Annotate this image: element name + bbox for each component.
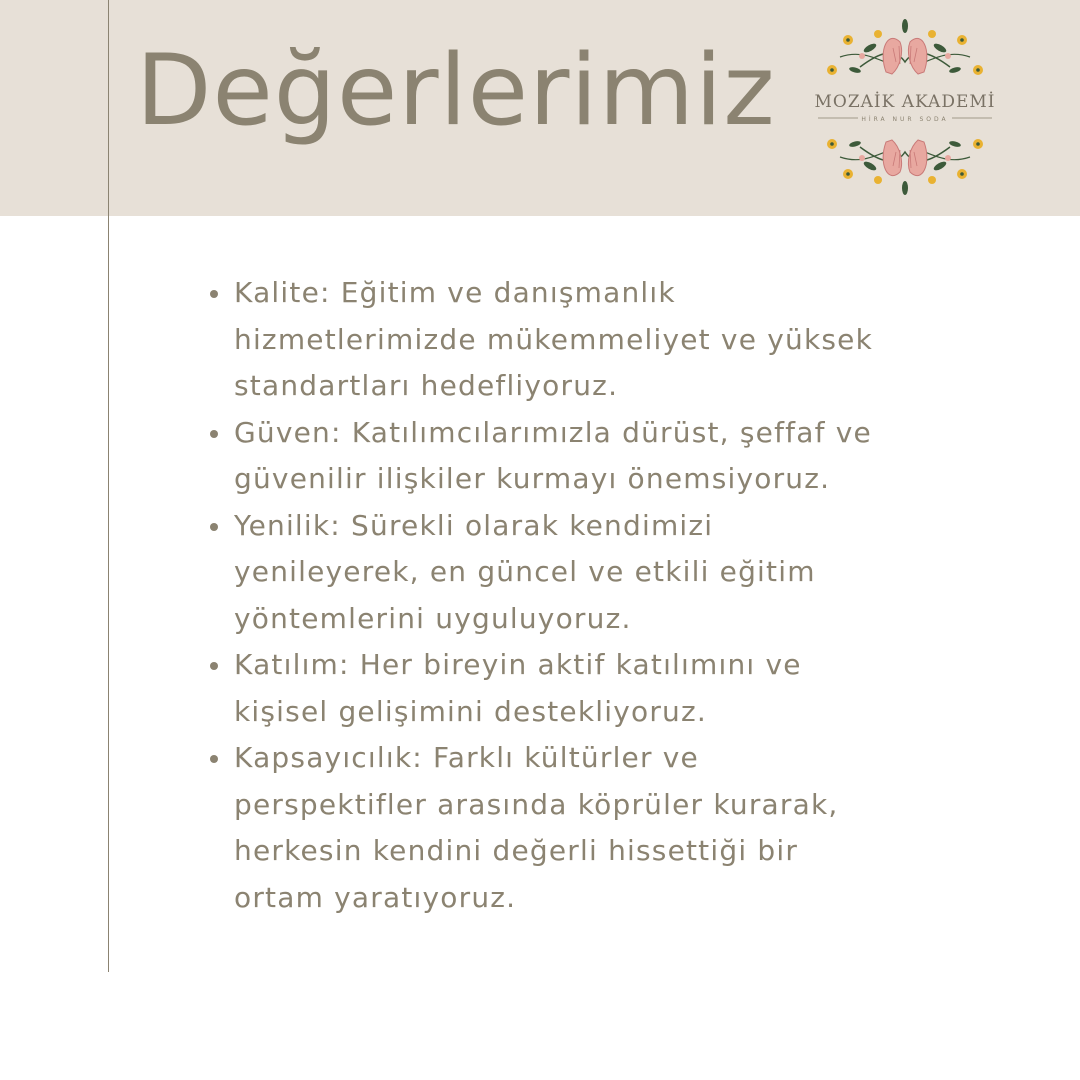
- bullet-icon: [210, 662, 218, 670]
- value-line: ortam yaratıyoruz.: [234, 880, 517, 914]
- logo-name: MOZAİK AKADEMİ: [814, 92, 996, 112]
- value-line: Güven: Katılımcılarımızla dürüst, şeffaf ve: [234, 415, 872, 449]
- value-line: Kapsayıcılık: Farklı kültürler ve: [234, 741, 699, 774]
- bullet-icon: [210, 755, 218, 763]
- value-line: standartları hedefliyoruz.: [234, 369, 619, 402]
- value-line: kişisel gelişimini destekliyoruz.: [234, 694, 707, 728]
- values-list: [200, 270, 900, 921]
- value-line: herkesin kendini değerli hissettiği bir: [234, 834, 799, 867]
- value-line: Yenilik: Sürekli olarak kendimizi: [234, 508, 714, 542]
- logo-subtitle: HİRA NUR SODA: [861, 116, 949, 123]
- value-item-kapsayicilik: [200, 735, 900, 921]
- floral-wreath-icon: [815, 19, 996, 195]
- value-line: Katılım: Her bireyin aktif katılımını ve: [234, 648, 802, 681]
- page-title: Değerlerimiz: [136, 34, 776, 148]
- vertical-divider: [108, 0, 109, 972]
- value-line: yenileyerek, en güncel ve etkili eğitim: [234, 555, 816, 588]
- bullet-icon: [210, 523, 218, 531]
- bottom-flowers: [827, 139, 983, 195]
- bullet-icon: [210, 290, 218, 298]
- brand-logo: [800, 12, 1010, 202]
- bullet-icon: [210, 430, 218, 438]
- value-line: hizmetlerimizde mükemmeliyet ve yüksek: [234, 322, 873, 356]
- value-item-yenilik: [200, 503, 900, 643]
- value-line: güvenilir ilişkiler kurmayı önemsiyoruz.: [234, 462, 831, 495]
- value-line: yöntemlerini uyguluyoruz.: [234, 601, 632, 635]
- value-item-kalite: [200, 270, 900, 410]
- top-flowers: [827, 19, 983, 75]
- value-item-guven: [200, 410, 900, 503]
- value-line: Kalite: Eğitim ve danışmanlık: [234, 276, 676, 309]
- value-item-katilim: [200, 642, 900, 735]
- value-line: perspektifler arasında köprüler kurarak,: [234, 787, 839, 821]
